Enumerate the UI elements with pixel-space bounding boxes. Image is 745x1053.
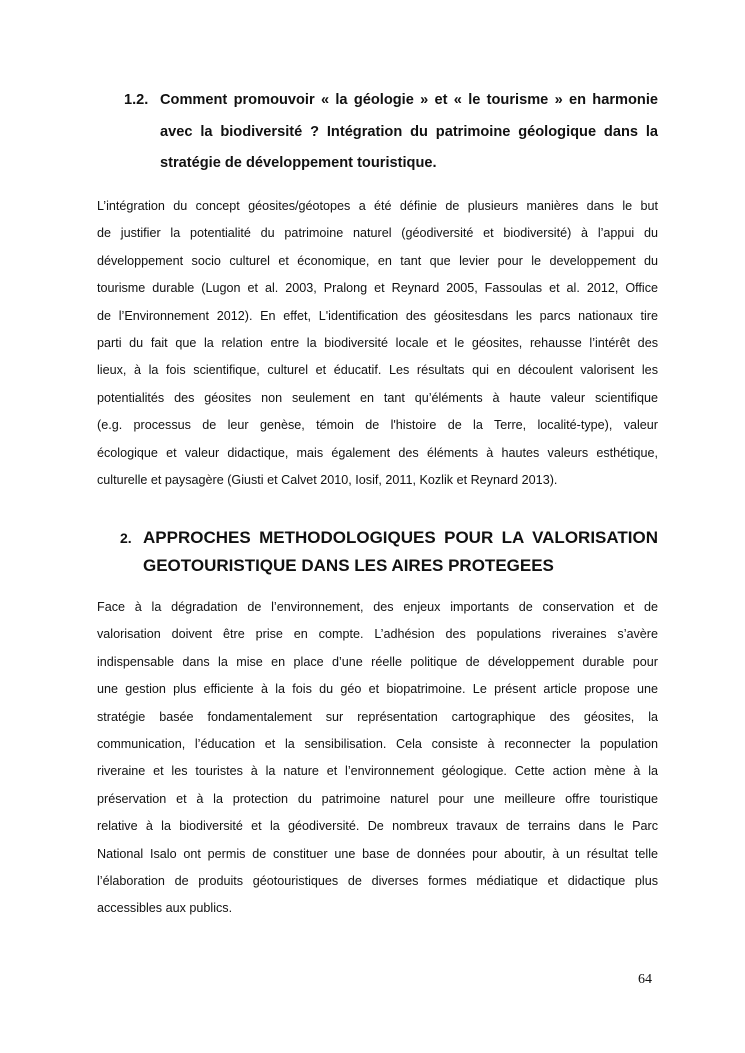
- text-line: accessibles aux publics.: [97, 901, 233, 916]
- text-line: stratégie basée fondamentalement sur représentation cartographique des géosites, la: [97, 709, 658, 724]
- text-line: riveraine et les touristes à la nature et l’environnement géologique. Cette action mène à la: [97, 764, 658, 779]
- heading-line: avec la biodiversité ? Intégration du patrimoine géologique dans la: [160, 123, 658, 140]
- text-line: lieux, à la fois scientifique, culturel et éducatif. Les résultats qui en découlent valorisent les: [97, 363, 658, 378]
- text-line: communication, l’éducation et la sensibilisation. Cela consiste à reconnecter la population: [97, 736, 658, 751]
- text-line: National Isalo ont permis de constituer une base de données pour aboutir, à un résultat telle: [97, 846, 658, 861]
- text-line: valorisation doivent être prise en compte. L’adhésion des populations riveraines s’avère: [97, 627, 658, 642]
- text-line: relative à la biodiversité et la géodiversité. De nombreux travaux de terrains dans le Parc: [97, 819, 658, 834]
- section-heading-1-2: [97, 86, 658, 181]
- paragraph-1: [97, 193, 658, 494]
- text-line: potentialités des géosites non seulement en tant qu’éléments à haute valeur scientifique: [97, 390, 658, 405]
- page-number: 64: [638, 972, 652, 987]
- text-line: développement socio culturel et économique, en tant que levier pour le developpement du: [97, 253, 658, 268]
- heading-line: GEOTOURISTIQUE DANS LES AIRES PROTEGEES: [143, 556, 554, 575]
- section-number: 1.2.: [124, 92, 149, 108]
- paragraph-2: [97, 594, 658, 923]
- text-line: indispensable dans la mise en place d’une réelle politique de développement durable pour: [97, 654, 658, 669]
- section-number: 2.: [120, 530, 132, 546]
- text-line: écologique et valeur didactique, mais également des éléments à hautes valeurs esthétique,: [97, 445, 658, 460]
- text-line: culturelle et paysagère (Giusti et Calvet 2010, Iosif, 2011, Kozlik et Reynard 2013).: [97, 472, 558, 487]
- text-line: de justifier la potentialité du patrimoine naturel (géodiversité et biodiversité) à l’appui du: [97, 226, 658, 241]
- text-line: préservation et à la protection du patrimoine naturel pour une meilleure offre touristique: [97, 791, 658, 806]
- text-line: une gestion plus efficiente à la fois du géo et biopatrimoine. Le présent article propose une: [97, 682, 658, 697]
- heading-line: Comment promouvoir « la géologie » et « le tourisme » en harmonie: [160, 92, 658, 108]
- section-heading-2: [97, 526, 658, 580]
- heading-line: APPROCHES METHODOLOGIQUES POUR LA VALORISATION: [143, 528, 658, 547]
- text-line: Face à la dégradation de l’environnement, des enjeux importants de conservation et de: [97, 600, 658, 614]
- text-line: de l’Environnement 2012). En effet, L'identification des géositesdans les parcs nationaux tire: [97, 308, 658, 323]
- text-line: l’élaboration de produits géotouristiques de diverses formes médiatique et didactique plus: [97, 873, 658, 888]
- text-line: (e.g. processus de leur genèse, témoin de l'histoire de la Terre, localité-type), valeur: [97, 418, 658, 433]
- text-line: tourisme durable (Lugon et al. 2003, Pralong et Reynard 2005, Fassoulas et al. 2012, Office: [97, 281, 658, 296]
- text-line: L’intégration du concept géosites/géotopes a été définie de plusieurs manières dans le but: [97, 199, 658, 213]
- heading-line: stratégie de développement touristique.: [160, 155, 437, 171]
- text-line: parti du fait que la relation entre la biodiversité locale et le géosites, rehausse l’intérêt des: [97, 335, 658, 350]
